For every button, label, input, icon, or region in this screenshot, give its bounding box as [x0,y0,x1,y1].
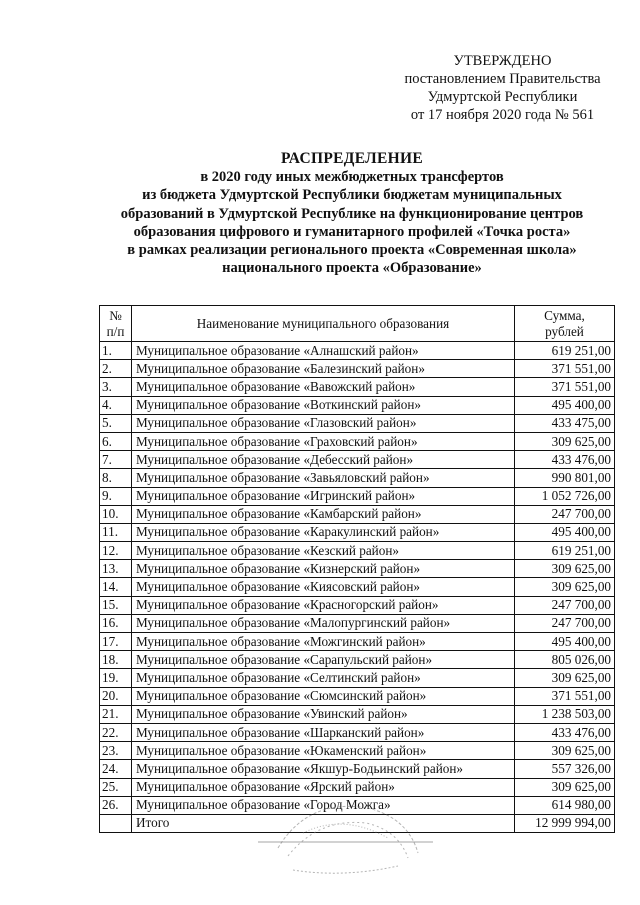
row-municipality: Муниципальное образование «Якшур-Бодьинский район» [132,760,515,778]
row-amount: 309 625,00 [515,669,615,687]
row-municipality: Муниципальное образование «Селтинский район» [132,669,515,687]
table-row [100,342,615,360]
seal-stamp-icon [248,778,438,888]
header-num-line1: № [109,307,122,323]
approval-line: постановлением Правительства [404,71,601,87]
row-municipality: Муниципальное образование «Сарапульский район» [132,651,515,669]
table-row [100,651,615,669]
row-municipality: Муниципальное образование «Шарканский район» [132,723,515,741]
row-municipality: Муниципальное образование «Увинский район» [132,705,515,723]
row-number: 5. [100,414,132,432]
table-row [100,705,615,723]
row-number: 3. [100,378,132,396]
header-sum [515,306,615,342]
row-number: 8. [100,469,132,487]
title-line: из бюджета Удмуртской Республики бюджетам муниципальных [142,187,562,204]
row-amount: 495 400,00 [515,633,615,651]
table-row [100,451,615,469]
approval-block [385,52,620,124]
table-row [100,760,615,778]
row-amount: 557 326,00 [515,760,615,778]
row-municipality: Муниципальное образование «Алнашский район» [132,342,515,360]
row-municipality: Муниципальное образование «Вавожский район» [132,378,515,396]
table-row [100,432,615,450]
row-amount: 371 551,00 [515,360,615,378]
row-number: 12. [100,542,132,560]
table-row [100,360,615,378]
title-line: в рамках реализации регионального проекта «Современная школа» [127,242,577,259]
row-number: 19. [100,669,132,687]
row-number: 4. [100,396,132,414]
table-row [100,633,615,651]
row-municipality: Муниципальное образование «Завьяловский район» [132,469,515,487]
row-municipality: Муниципальное образование «Дебесский район» [132,451,515,469]
total-amount: 12 999 994,00 [515,814,615,832]
row-number: 25. [100,778,132,796]
total-number [100,814,132,832]
row-amount: 309 625,00 [515,560,615,578]
row-number: 11. [100,523,132,541]
row-number: 18. [100,651,132,669]
table-row [100,542,615,560]
header-sum-line2: рублей [545,323,584,339]
row-amount: 433 476,00 [515,723,615,741]
table-row [100,523,615,541]
header-sum-line1: Сумма, [544,307,585,323]
row-amount: 309 625,00 [515,578,615,596]
table-row [100,560,615,578]
row-amount: 433 475,00 [515,414,615,432]
table-row [100,396,615,414]
row-municipality: Муниципальное образование «Игринский район» [132,487,515,505]
table-body [100,342,615,833]
table-row [100,687,615,705]
approval-heading: УТВЕРЖДЕНО [453,53,552,69]
table-row [100,723,615,741]
table-row [100,414,615,432]
row-number: 13. [100,560,132,578]
row-amount: 1 052 726,00 [515,487,615,505]
row-number: 21. [100,705,132,723]
row-municipality: Муниципальное образование «Юкаменский район» [132,742,515,760]
table-row [100,505,615,523]
row-amount: 619 251,00 [515,542,615,560]
table-row [100,669,615,687]
row-municipality: Муниципальное образование «Ярский район» [132,778,515,796]
approval-date-line: от 17 ноября 2020 года № 561 [410,107,595,123]
row-number: 24. [100,760,132,778]
row-amount: 433 476,00 [515,451,615,469]
row-amount: 247 700,00 [515,596,615,614]
table-row [100,614,615,632]
table-row [100,487,615,505]
row-municipality: Муниципальное образование «Город Можга» [132,796,515,814]
table-row [100,596,615,614]
row-number: 10. [100,505,132,523]
total-municipality: Итого [132,814,515,832]
table-row [100,578,615,596]
row-municipality: Муниципальное образование «Балезинский район» [132,360,515,378]
document-title [60,150,640,277]
title-main: РАСПРЕДЕЛЕНИЕ [281,150,423,167]
approval-line: Удмуртской Республики [427,89,578,105]
row-number: 14. [100,578,132,596]
row-municipality: Муниципальное образование «Кезский район» [132,542,515,560]
row-number: 2. [100,360,132,378]
table-row [100,469,615,487]
row-amount: 247 700,00 [515,614,615,632]
row-number: 26. [100,796,132,814]
row-number: 22. [100,723,132,741]
row-amount: 614 980,00 [515,796,615,814]
table-row [100,742,615,760]
row-number: 1. [100,342,132,360]
row-amount: 371 551,00 [515,687,615,705]
row-municipality: Муниципальное образование «Красногорский район» [132,596,515,614]
row-number: 23. [100,742,132,760]
row-amount: 495 400,00 [515,523,615,541]
row-municipality: Муниципальное образование «Камбарский район» [132,505,515,523]
title-line: образования цифрового и гуманитарного профилей «Точка роста» [133,223,571,240]
row-municipality: Муниципальное образование «Малопургинский район» [132,614,515,632]
table-row [100,378,615,396]
row-amount: 309 625,00 [515,432,615,450]
row-municipality: Муниципальное образование «Каракулинский район» [132,523,515,541]
row-amount: 309 625,00 [515,778,615,796]
row-amount: 1 238 503,00 [515,705,615,723]
header-num-line2: п/п [106,323,125,339]
row-amount: 495 400,00 [515,396,615,414]
row-amount: 247 700,00 [515,505,615,523]
row-number: 20. [100,687,132,705]
row-amount: 990 801,00 [515,469,615,487]
row-amount: 805 026,00 [515,651,615,669]
row-municipality: Муниципальное образование «Воткинский район» [132,396,515,414]
row-municipality: Муниципальное образование «Глазовский район» [132,414,515,432]
title-line: в 2020 году иных межбюджетных трансфертов [200,169,504,186]
row-municipality: Муниципальное образование «Можгинский район» [132,633,515,651]
row-municipality: Муниципальное образование «Киясовский район» [132,578,515,596]
distribution-table [99,305,615,833]
row-number: 15. [100,596,132,614]
row-amount: 371 551,00 [515,378,615,396]
row-number: 6. [100,432,132,450]
header-name: Наименование муниципального образования [132,306,515,342]
row-municipality: Муниципальное образование «Граховский район» [132,432,515,450]
row-amount: 309 625,00 [515,742,615,760]
row-number: 16. [100,614,132,632]
header-num [100,306,132,342]
row-number: 17. [100,633,132,651]
table-header-row [100,306,615,342]
row-municipality: Муниципальное образование «Сюмсинский район» [132,687,515,705]
row-municipality: Муниципальное образование «Кизнерский район» [132,560,515,578]
row-amount: 619 251,00 [515,342,615,360]
title-line: национального проекта «Образование» [222,260,482,277]
row-number: 7. [100,451,132,469]
title-line: образований в Удмуртской Республике на функционирование центров [120,205,584,222]
row-number: 9. [100,487,132,505]
